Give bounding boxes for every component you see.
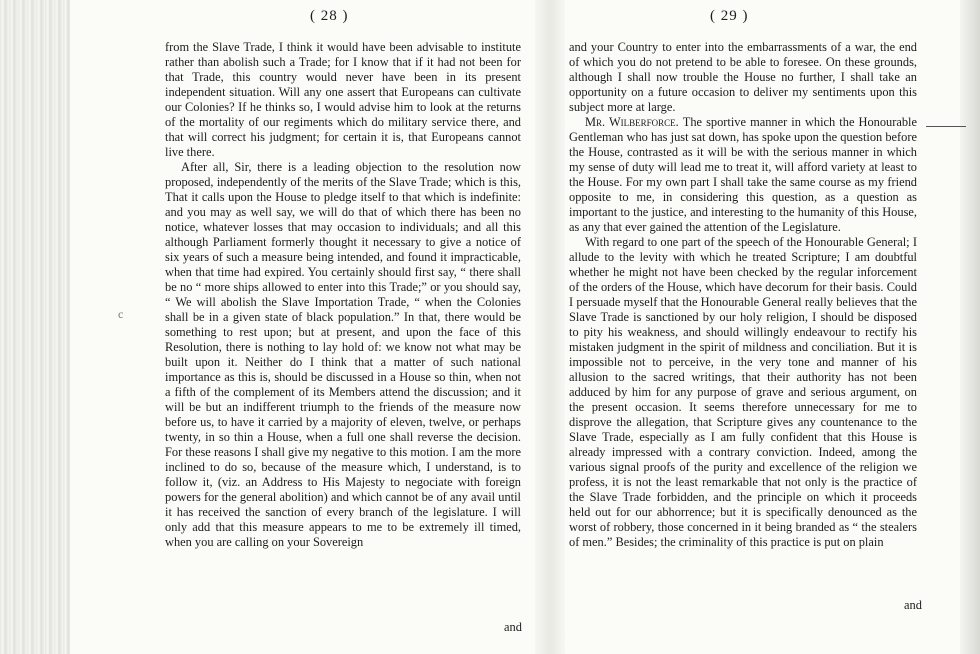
left-page-number: ( 28 ) [310,8,349,24]
margin-rule [926,126,966,127]
right-paragraph-1: and your Country to enter into the embarrassments of a war, the end of which you do not pretend to be able to foresee. On these grounds, although I shall now trouble the House no further, I shall take an opportunity on a future occasion to deliver my sentiments upon this subject more at large. [569,40,917,114]
left-catchword: and [504,620,522,634]
right-paragraph-3: With regard to one part of the speech of the Honourable General; I allude to the levity with which he treated Scripture; I am doubtful whether he might not have been checked by the regular inforcement of the orders of the House, which have decorum for their basis. Could I persuade myself that the Honourable General really believes that the Slave Trade is sanctioned by our holy religion, I should be disposed to pity his weakness, and should willingly endeavour to rectify his mistaken judgment in the spirit of mildness and conciliation. But it is impossible not to perceive, in the very tone and manner of his allusion to the sacred writings, that their authority has not been adduced by him for any purpose of grave and serious argument, on the present occasion. It seems therefore unnecessary for me to disprove the allegation, that Scripture gives any countenance to the Slave Trade, especially as I am fully confident that this House is already impressed with a contrary conviction. Indeed, among the various signal proofs of the purity and excellence of the religion we profess, it is not the least remarkable that not only is the practice of the Slave Trade forbidden, and the principle on which it proceeds held out for our abhorrence; but it is specifically denounced as the worst of robbery, those concerned in it being branded as “ the stealers of men.” Besides; the criminality of this practice is put on plain [569,235,917,549]
right-paragraph-2 [569,115,917,235]
margin-note: c [118,307,124,321]
left-page-text [165,40,521,550]
right-page-text [569,40,917,550]
left-paragraph-2: After all, Sir, there is a leading objection to the resolution now proposed, independently of the merits of the Slave Trade; which is this, That it calls upon the House to pledge itself to that which is indefinite: and you may as well say, we will do that of which there has been no notice, whatever losses that may occasion to individuals; and all this although Parliament formerly thought it necessary to give a notice of six years of such a measure being intended, and found it impracticable, when that time had expired. You certainly should first say, “ there shall be no “ more ships allowed to enter into this Trade;” or you should say, “ We will abolish the Slave Importation Trade, “ when the Colonies shall be in a given state of black population.” In that, there would be something to rest upon; but at present, and upon the face of this Resolution, there is nothing to lay hold of: we know not what may be built upon it. Neither do I think that a matter of such national importance as this is, should be discussed in a House so thin, when not a fifth of the complement of its Members attend the discussion; and it will be but an indifferent triumph to the friends of the measure now before us, to have it carried by a majority of eleven, twelve, or perhaps twenty, in so thin a House, when a full one shall reverse the decision. For these reasons I shall give my negative to this motion. I am the more inclined to do so, because of the measure which, I understand, is to follow it, (viz. an Address to His Majesty to negociate with foreign powers for the general abolition) and which cannot be of any avail until it has received the sanction of every branch of the legislature. I will only add that this measure appears to me to be extremely ill timed, when you are calling on your Sovereign [165,160,521,549]
right-catchword: and [904,598,922,612]
right-paragraph-2-body: The sportive manner in which the Honourable Gentleman who has just sat down, has spoke upon the question before the House, contrasted as it will be with the serious manner in which my sense of duty will lead me to treat it, will afford variety at least to the House. For my own part I shall take the same course as my friend opposite to me, in considering this question, as a question as important to the justice, and interesting to the humanity of this House, as any that ever gained the attention of the Legislature. [569,115,917,234]
speaker-name: Mr. Wilberforce. [585,115,679,129]
left-paragraph-1: from the Slave Trade, I think it would have been advisable to institute rather than abolish such a Trade; for I know that if it had not been for that Trade, this country would never have been in its present independent situation. Will any one assert that Europeans can cultivate our Colonies? If he thinks so, I would advise him to look at the returns of the mortality of our regiments which do military service there, and that will correct his judgment; for certain it is, that Europeans cannot live there. [165,40,521,159]
right-page-number: ( 29 ) [710,8,749,24]
book-edge-right [960,0,980,654]
book-gutter [535,0,565,654]
book-spine-left [0,0,70,654]
